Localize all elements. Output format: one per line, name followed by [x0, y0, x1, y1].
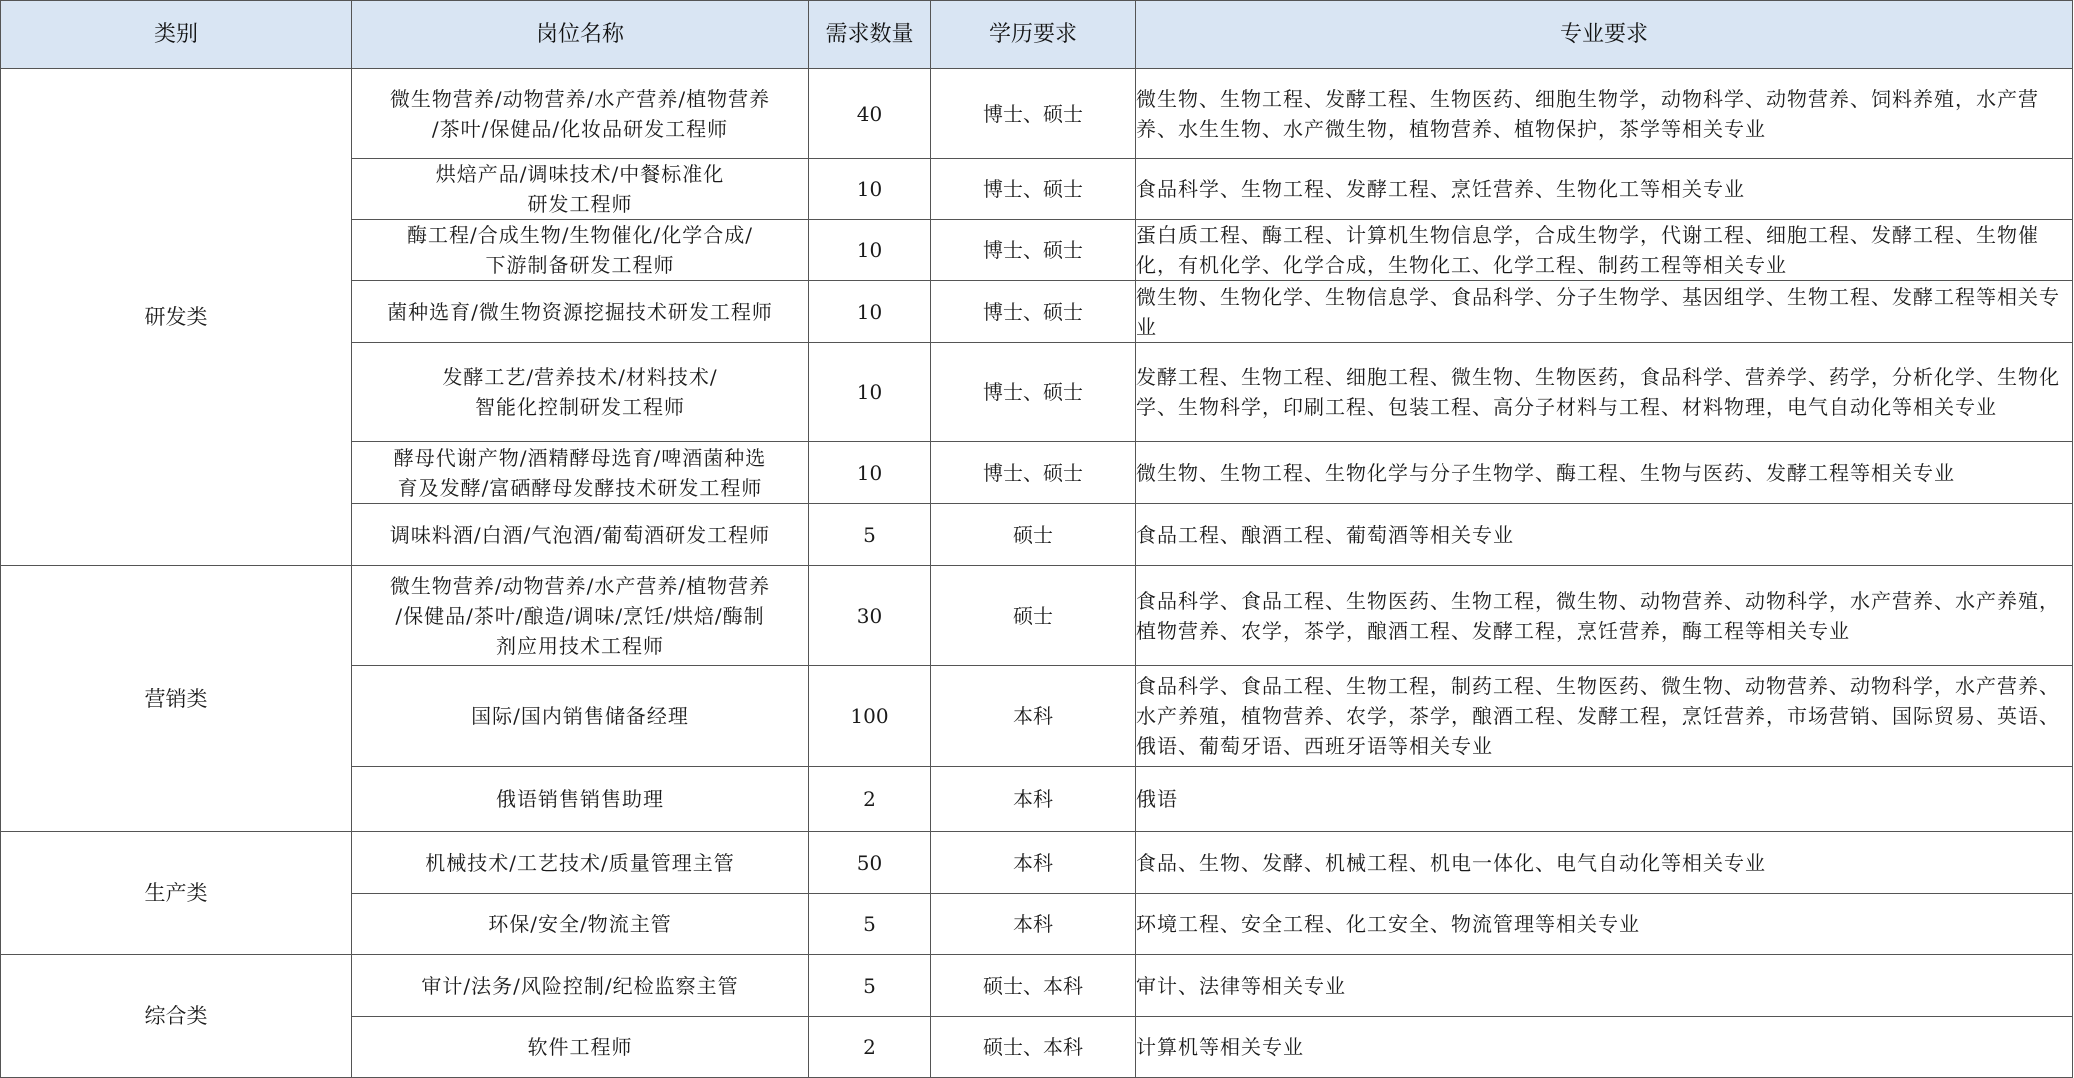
table-row [1, 566, 2073, 666]
major-cell: 计算机等相关专业 [1136, 1017, 2073, 1078]
position-cell [352, 442, 809, 504]
position-cell [352, 343, 809, 442]
position-cell [352, 69, 809, 159]
position-line: /保健品/茶叶/酿造/调味/烹饪/烘焙/酶制 [395, 603, 765, 628]
education-cell: 硕士 [931, 566, 1136, 666]
position-line: 下游制备研发工程师 [485, 253, 675, 277]
position-line: /茶叶/保健品/化妆品研发工程师 [431, 116, 729, 141]
position-cell [352, 894, 809, 955]
education-cell: 本科 [931, 666, 1136, 767]
position-line: 微生物营养/动物营养/水产营养/植物营养 [389, 86, 771, 111]
education-cell: 博士、硕士 [931, 281, 1136, 343]
education-cell: 博士、硕士 [931, 343, 1136, 442]
major-cell: 食品科学、生物工程、发酵工程、烹饪营养、生物化工等相关专业 [1136, 159, 2073, 220]
header-position: 岗位名称 [352, 1, 809, 69]
category-cell-marketing: 营销类 [1, 566, 352, 832]
position-line: 机械技术/工艺技术/质量管理主管 [425, 850, 735, 875]
position-line: 俄语销售销售助理 [496, 787, 664, 811]
position-line: 酶工程/合成生物/生物催化/化学合成/ [407, 223, 753, 247]
position-cell [352, 955, 809, 1017]
major-cell: 微生物、生物化学、生物信息学、食品科学、分子生物学、基因组学、生物工程、发酵工程等相关专业 [1136, 281, 2073, 343]
major-cell: 发酵工程、生物工程、细胞工程、微生物、生物医药，食品科学、营养学、药学，分析化学、生物化学、生物科学，印刷工程、包装工程、高分子材料与工程、材料物理，电气自动化等相关专业 [1136, 343, 2073, 442]
position-cell [352, 832, 809, 894]
position-cell [352, 566, 809, 666]
position-cell [352, 767, 809, 832]
count-cell: 40 [809, 69, 931, 159]
major-cell: 食品科学、食品工程、生物医药、生物工程，微生物、动物营养、动物科学，水产营养、水产养殖，植物营养、农学，茶学，酿酒工程、发酵工程，烹饪营养，酶工程等相关专业 [1136, 566, 2073, 666]
major-cell: 微生物、生物工程、生物化学与分子生物学、酶工程、生物与医药、发酵工程等相关专业 [1136, 442, 2073, 504]
category-cell-rd: 研发类 [1, 69, 352, 566]
table-row [1, 955, 2073, 1017]
count-cell: 5 [809, 894, 931, 955]
education-cell: 博士、硕士 [931, 442, 1136, 504]
table-row [1, 832, 2073, 894]
position-line: 菌种选育/微生物资源挖掘技术研发工程师 [387, 299, 773, 324]
category-cell-general: 综合类 [1, 955, 352, 1078]
major-cell: 环境工程、安全工程、化工安全、物流管理等相关专业 [1136, 894, 2073, 955]
position-line: 酵母代谢产物/酒精酵母选育/啤酒菌种选 [393, 445, 767, 470]
position-cell [352, 281, 809, 343]
position-line: 剂应用技术工程师 [496, 633, 664, 658]
position-line: 发酵工艺/营养技术/材料技术/ [442, 365, 718, 389]
position-line: 育及发酵/富硒酵母发酵技术研发工程师 [397, 475, 763, 500]
position-cell [352, 666, 809, 767]
education-cell: 硕士、本科 [931, 955, 1136, 1017]
major-cell: 审计、法律等相关专业 [1136, 955, 2073, 1017]
education-cell: 博士、硕士 [931, 69, 1136, 159]
table-row [1, 69, 2073, 159]
count-cell: 10 [809, 281, 931, 343]
position-line: 软件工程师 [527, 1035, 633, 1059]
position-line: 微生物营养/动物营养/水产营养/植物营养 [389, 573, 771, 598]
education-cell: 本科 [931, 767, 1136, 832]
position-line: 烘焙产品/调味技术/中餐标准化 [435, 162, 725, 186]
education-cell: 本科 [931, 832, 1136, 894]
education-cell: 博士、硕士 [931, 220, 1136, 281]
position-line: 审计/法务/风险控制/纪检监察主管 [421, 973, 739, 998]
education-cell: 硕士 [931, 504, 1136, 566]
count-cell: 30 [809, 566, 931, 666]
header-category: 类别 [1, 1, 352, 69]
header-education: 学历要求 [931, 1, 1136, 69]
education-cell: 硕士、本科 [931, 1017, 1136, 1078]
education-cell: 本科 [931, 894, 1136, 955]
position-cell [352, 159, 809, 220]
education-cell: 博士、硕士 [931, 159, 1136, 220]
count-cell: 2 [809, 1017, 931, 1078]
major-cell: 蛋白质工程、酶工程、计算机生物信息学，合成生物学，代谢工程、细胞工程、发酵工程、生物催化，有机化学、化学合成，生物化工、化学工程、制药工程等相关专业 [1136, 220, 2073, 281]
major-cell: 食品工程、酿酒工程、葡萄酒等相关专业 [1136, 504, 2073, 566]
count-cell: 5 [809, 504, 931, 566]
count-cell: 10 [809, 442, 931, 504]
header-count: 需求数量 [809, 1, 931, 69]
count-cell: 10 [809, 220, 931, 281]
position-line: 研发工程师 [527, 192, 633, 216]
position-cell [352, 1017, 809, 1078]
count-cell: 50 [809, 832, 931, 894]
count-cell: 10 [809, 159, 931, 220]
header-major: 专业要求 [1136, 1, 2073, 69]
position-line: 智能化控制研发工程师 [475, 395, 685, 419]
count-cell: 2 [809, 767, 931, 832]
position-cell [352, 504, 809, 566]
count-cell: 10 [809, 343, 931, 442]
count-cell: 5 [809, 955, 931, 1017]
major-cell: 微生物、生物工程、发酵工程、生物医药、细胞生物学，动物科学、动物营养、饲料养殖，水产营养、水生生物、水产微生物，植物营养、植物保护，茶学等相关专业 [1136, 69, 2073, 159]
major-cell: 俄语 [1136, 767, 2073, 832]
major-cell: 食品、生物、发酵、机械工程、机电一体化、电气自动化等相关专业 [1136, 832, 2073, 894]
header-row [1, 1, 2073, 69]
position-line: 国际/国内销售储备经理 [471, 704, 689, 728]
major-cell: 食品科学、食品工程、生物工程，制药工程、生物医药、微生物、动物营养、动物科学，水产营养、水产养殖，植物营养、农学，茶学，酿酒工程、发酵工程，烹饪营养，市场营销、国际贸易、英语、俄语、葡萄牙语、西班牙语等相关专业 [1136, 666, 2073, 767]
count-cell: 100 [809, 666, 931, 767]
position-cell [352, 220, 809, 281]
position-line: 环保/安全/物流主管 [488, 912, 672, 936]
position-line: 调味料酒/白酒/气泡酒/葡萄酒研发工程师 [389, 522, 771, 547]
category-cell-production: 生产类 [1, 832, 352, 955]
